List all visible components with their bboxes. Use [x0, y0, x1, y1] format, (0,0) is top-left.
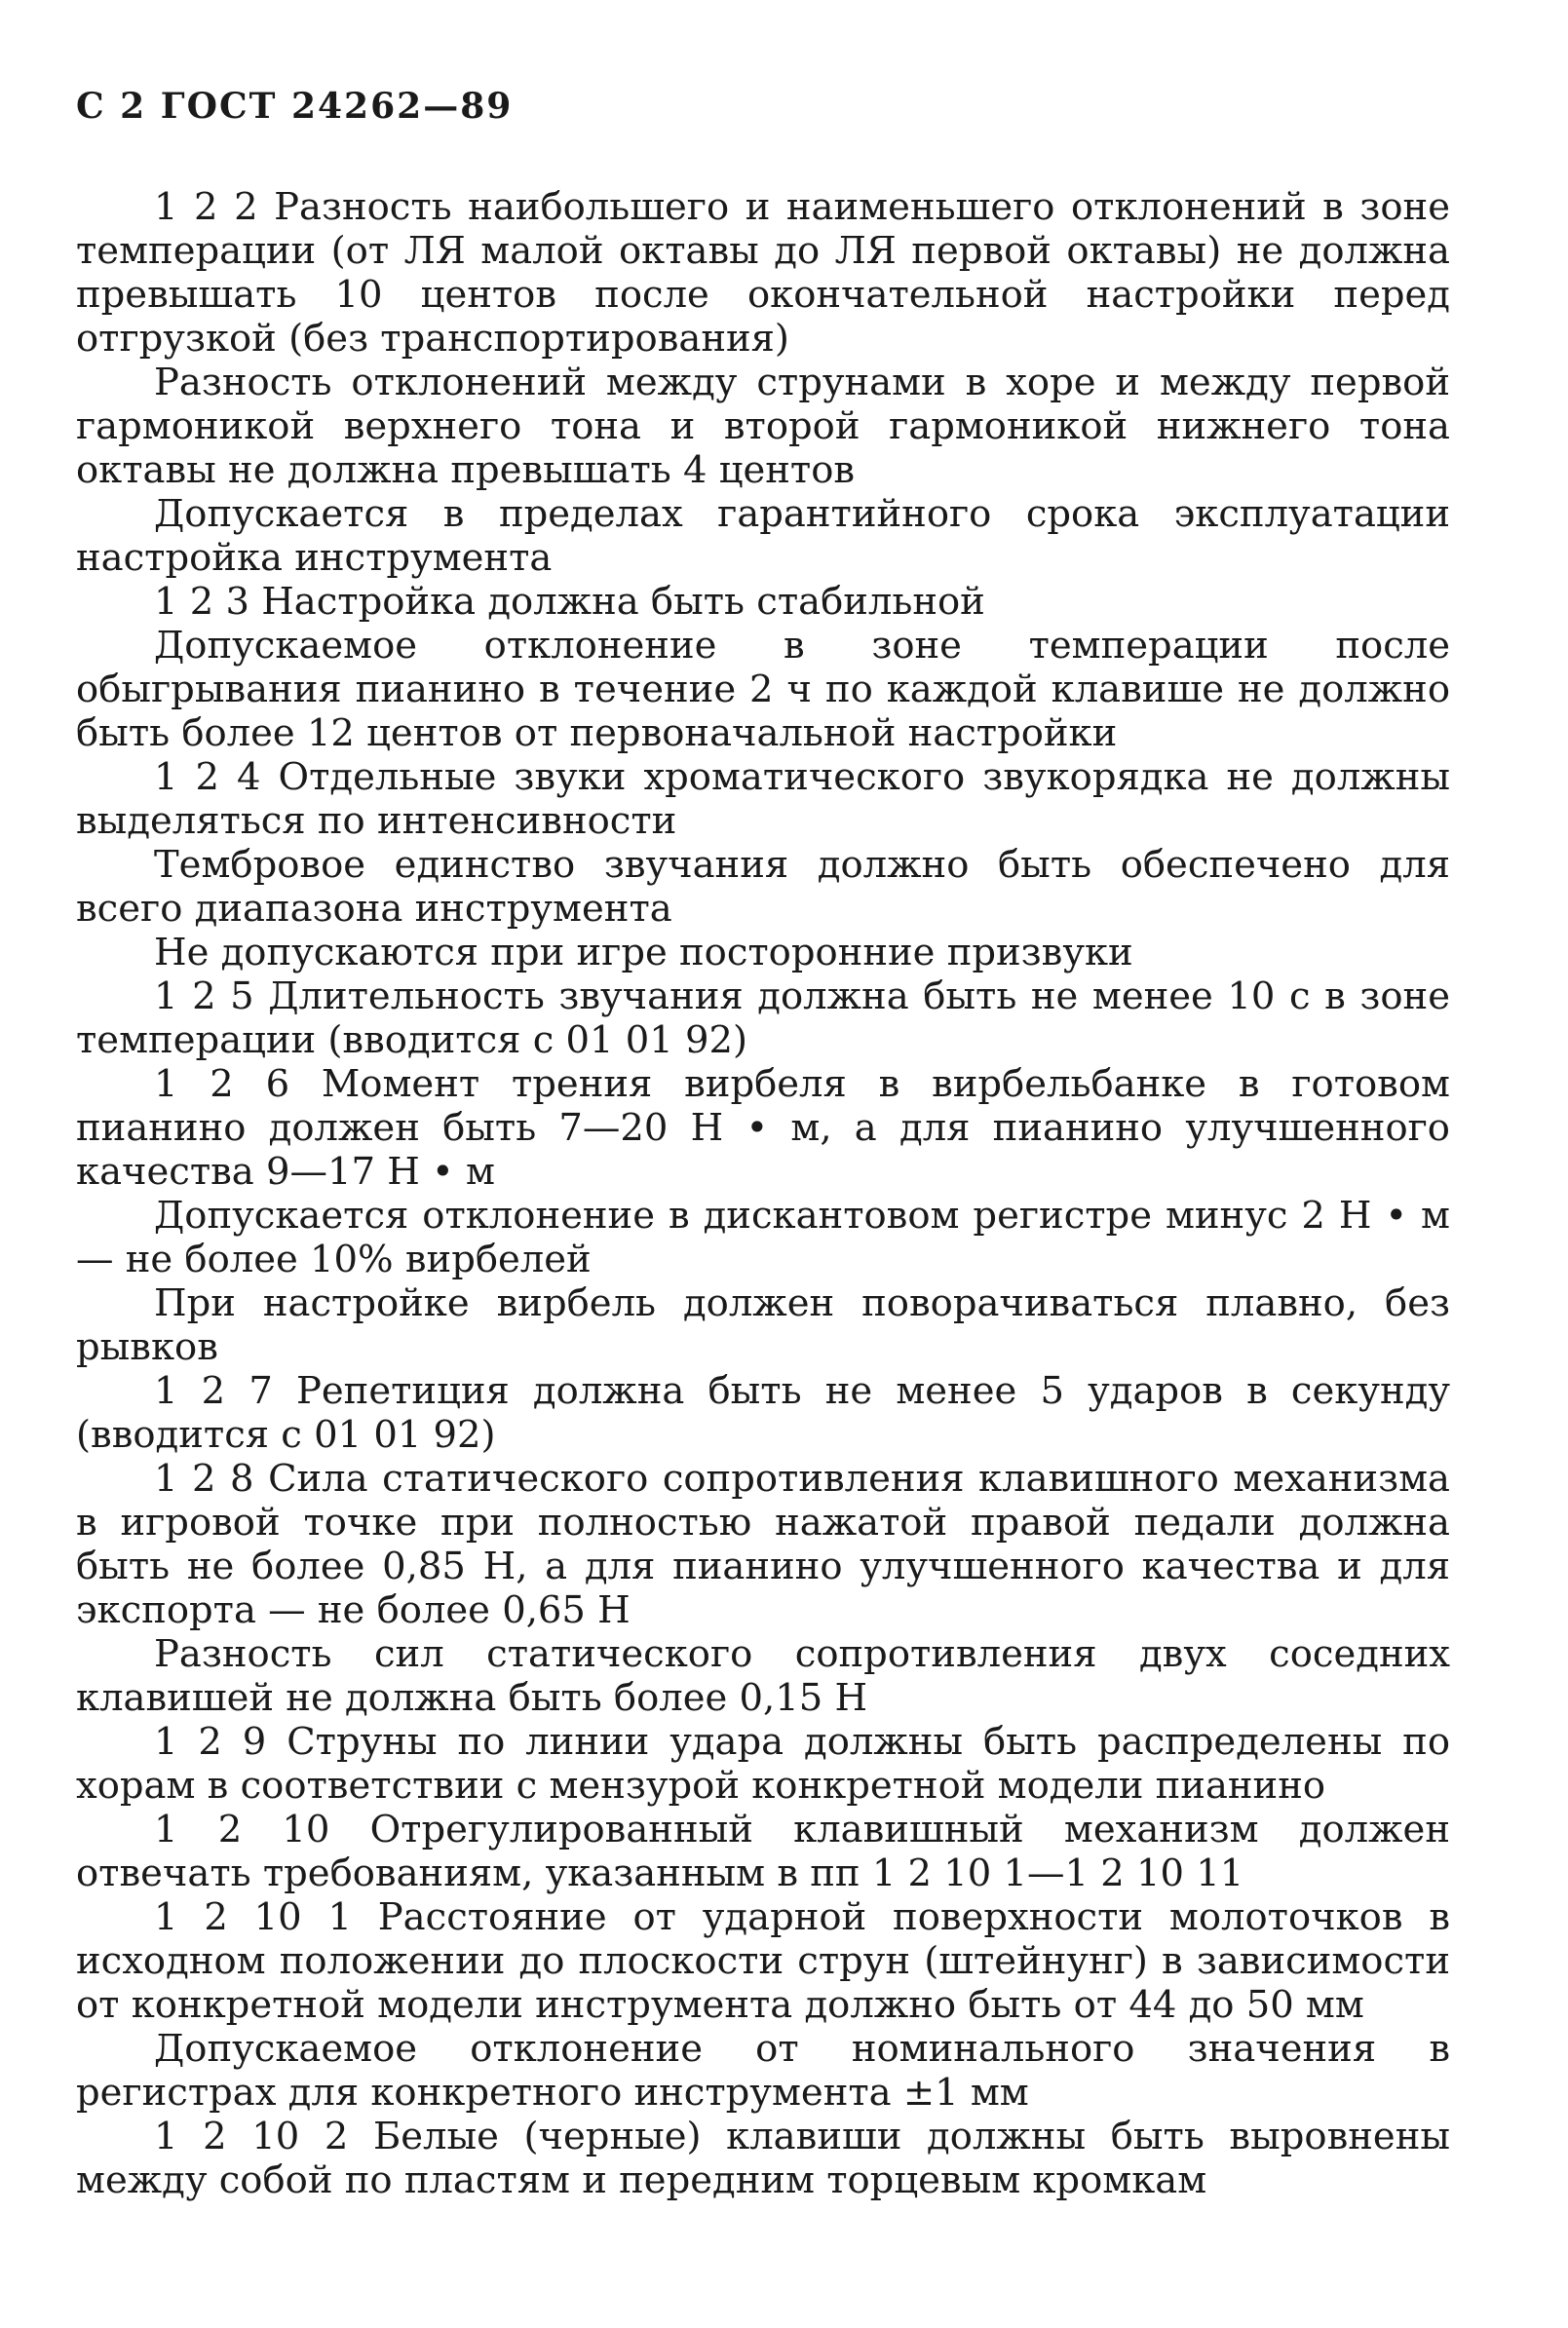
- paragraph: 1 2 8 Сила статического сопротивления клавишного механизма в игровой точке при полностью нажатой правой педали должна быть не более 0,85 Н, а для пианино улучшенного качества и для экспорта — не более 0,65 Н: [76, 1457, 1450, 1632]
- paragraph: Допускаемое отклонение в зоне темперации после обыгрывания пианино в течение 2 ч по каждой клавише не должно быть более 12 центов от первоначальной настройки: [76, 624, 1450, 755]
- paragraph: Не допускаются при игре посторонние призвуки: [154, 931, 1133, 974]
- paragraph: 1 2 10 2 Белые (черные) клавиши должны быть выровнены между собой по пластям и передним торцевым кромкам: [76, 2115, 1450, 2202]
- document-body: [76, 185, 1450, 2202]
- paragraph: Разность сил статического сопротивления двух соседних клавишей не должна быть более 0,15 Н: [76, 1632, 1450, 1720]
- paragraph: 1 2 2 Разность наибольшего и наименьшего отклонений в зоне темперации (от ЛЯ малой октавы до ЛЯ первой октавы) не должна превышать 10 центов после окончательной настройки перед отгрузкой (без транспортирования): [76, 185, 1450, 361]
- paragraph: 1 2 3 Настройка должна быть стабильной: [154, 580, 985, 624]
- paragraph: 1 2 5 Длительность звучания должна быть не менее 10 с в зоне темперации (вводится с 01 01 92): [76, 974, 1450, 1062]
- paragraph: 1 2 7 Репетиция должна быть не менее 5 ударов в секунду (вводится с 01 01 92): [76, 1369, 1450, 1457]
- paragraph: Допускается в пределах гарантийного срока эксплуатации настройка инструмента: [76, 492, 1450, 580]
- paragraph: 1 2 6 Момент трения вирбеля в вирбельбанке в готовом пианино должен быть 7—20 Н • м, а для пианино улучшенного качества 9—17 Н • м: [76, 1062, 1450, 1194]
- paragraph: Допускаемое отклонение от номинального значения в регистрах для конкретного инструмента ±1 мм: [76, 2027, 1450, 2115]
- paragraph: Разность отклонений между струнами в хоре и между первой гармоникой верхнего тона и второй гармоникой нижнего тона октавы не должна превышать 4 центов: [76, 361, 1450, 492]
- page-header: С 2 ГОСТ 24262—89: [76, 86, 514, 127]
- paragraph: 1 2 4 Отдельные звуки хроматического звукорядка не должны выделяться по интенсивности: [76, 755, 1450, 843]
- paragraph: 1 2 10 Отрегулированный клавишный механизм должен отвечать требованиям, указанным в пп 1 2 10 1—1 2 10 11: [76, 1808, 1450, 1895]
- paragraph: Тембровое единство звучания должно быть обеспечено для всего диапазона инструмента: [76, 843, 1450, 931]
- paragraph: При настройке вирбель должен поворачиваться плавно, без рывков: [76, 1281, 1450, 1369]
- paragraph: 1 2 10 1 Расстояние от ударной поверхности молоточков в исходном положении до плоскости струн (штейнунг) в зависимости от конкретной модели инструмента должно быть от 44 до 50 мм: [76, 1895, 1450, 2027]
- paragraph: 1 2 9 Струны по линии удара должны быть распределены по хорам в соответствии с мензурой конкретной модели пианино: [76, 1720, 1450, 1808]
- paragraph: Допускается отклонение в дискантовом регистре минус 2 Н • м — не более 10% вирбелей: [76, 1194, 1450, 1281]
